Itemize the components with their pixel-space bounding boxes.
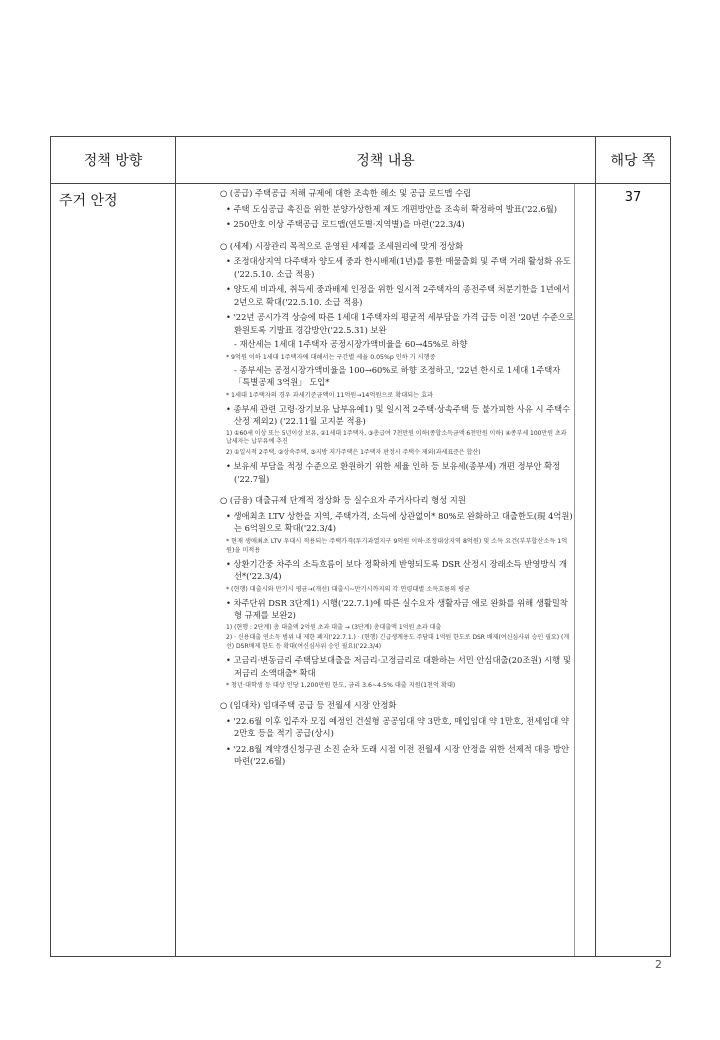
content-bul-18: • 상환기간중 차주의 소득흐름이 보다 정확하게 반영되도록 DSR 산정시 장래소득 반영방식 개선*('22.3/4) (226, 558, 568, 581)
content-bul-14: • 보유세 부담을 적정 수준으로 환원하기 위한 세율 인하 등 보유세(종부세) 개편 정부안 확정('22.7월) (226, 461, 561, 484)
content-foot-22: 2) · 신용대출 연소득 범위 내 제한 폐지('22.7.1.) · (현행) 긴급생계용도 주담대 1억원 한도로 DSR 배제(여신심사위 승인 필요) (개선) DSR배제 한도 등 확대(여신심사위 승인 필요)('22.3/4) (226, 634, 570, 650)
content-foot-12: 1) ①60세 이상 또는 5년이상 보유, ②1세대 1주택자, ③총급여 7천만원 이하(종합소득금액 6천만원 이하) ④종부세 100만원 초과 납세자는 납부유예 추진 (226, 429, 567, 445)
table-row (51, 184, 671, 957)
content-sec-0: ○ (공급) 주택공급 저해 규제에 대한 조속한 해소 및 공급 로드맵 수립 (220, 188, 472, 198)
content-note-24: * 청년·대학생 등 대상 인당 1,200만원 한도, 금리 3.6~4.5% 대출 지원(1천억 확대) (226, 682, 456, 689)
content-bul-16: • 생애최초 LTV 상한을 지역, 주택가격, 소득에 상관없이* 80%로 완화하고 대출한도(現 4억원)는 6억원으로 확대('22.3/4) (226, 510, 573, 533)
content-note-10: * 1세대 1주택자의 경우 과세기준금액이 11억원→14억원으로 확대되는 효과 (226, 391, 434, 399)
header-direction: 정책 방향 (51, 137, 176, 184)
content-bul-2: • 250만호 이상 주택공급 로드맵(연도별·지역별)을 마련('22.3/4) (226, 219, 465, 229)
content-cell (176, 184, 596, 957)
page-ref-cell: 37 (596, 184, 671, 957)
content-sec-3: ○ (세제) 시장관리 목적으로 운영된 세제를 조세원리에 맞게 정상화 (220, 240, 464, 251)
header-content: 정책 내용 (176, 137, 596, 184)
page-number: 2 (655, 958, 662, 971)
policy-content-image (216, 184, 575, 956)
content-bul-27: • '22.8월 계약갱신청구권 소진 순차 도래 시점 이전 전월세 시장 안정을 위한 선제적 대응 방안 마련('22.6월) (226, 743, 570, 766)
content-bul-11: • 종부세 관련 고령·장기보유 납부유예1) 및 일시적 2주택·상속주택 등 불가피한 사유 시 주택수 산정 제외2) ('22.11월 고지분 적용) (226, 403, 571, 426)
content-note-17: * 현재 생애최초 LTV 우대시 적용되는 주택가격(투기과열지구 9억원 이하·조정대상지역 8억원) 및 소득 요건(부부합산소득 1억원)을 미적용 (226, 537, 568, 554)
content-bul-23: • 고금리·변동금리 주택담보대출을 저금리·고정금리로 대환하는 서민 안심대출(20조원) 시행 및 저금리 소액대출* 확대 (226, 655, 571, 678)
content-dash-9: - 종부세는 공정시장가액비율을 100→60%로 하향 조정하고, '22년 한시로 1세대 1주택자 「특별공제 3억원」 도입* (234, 364, 561, 387)
category-cell: 주거 안정 (51, 184, 176, 957)
content-bul-5: • 양도세 비과세, 취득세 중과배제 인정을 위한 일시적 2주택자의 종전주택 처분기한을 1년에서 2년으로 확대('22.5.10. 소급 적용) (226, 284, 570, 307)
content-sec-15: ○ (금융) 대출규제 단계적 정상화 등 실수요자 주거사다리 형성 지원 (220, 495, 466, 505)
content-bul-1: • 주택 도심공급 촉진을 위한 분양가상한제 제도 개편방안을 조속히 확정하여 발표('22.6월) (226, 203, 558, 214)
content-bul-6: • '22년 공시가격 상승에 따른 1세대 1주택자의 평균적 세부담을 가격 급등 이전 '20년 수준으로 환원토록 기발표 경감방안('22.5.31) 보완 (226, 312, 574, 335)
policy-table (50, 136, 671, 957)
content-dash-7: - 재산세는 1세대 1주택자 공정시장가액비율을 60→45%로 하향 (234, 339, 468, 349)
header-row (51, 137, 671, 184)
content-foot-13: 2) ①일시적 2주택, ②상속주택, ③지방 저가주택은 1주택자 판정시 주택수 제외(과세표준은 합산) (226, 448, 481, 456)
content-sec-25: ○ (임대차) 임대주택 공급 등 전월세 시장 안정화 (220, 700, 397, 710)
content-bul-26: • '22.6월 이후 입주자 모집 예정인 건설형 공공임대 약 3만호, 매입임대 약 1만호, 전세임대 약 2만호 등을 적기 공급(상시) (226, 715, 569, 738)
header-page: 해당 쪽 (596, 137, 671, 184)
content-foot-21: 1) (현행 : 2단계) 총 대출액 2억원 초과 대출 → (3단계) 총대출액 1억원 초과 대출 (226, 623, 442, 631)
content-note-8: * 9억원 이하 1세대 1주택자에 대해서는 구간별 세율 0.05%p 인하 기 시행중 (226, 353, 436, 361)
content-note-19: * (현행) 대출시와 만기시 평균→(개선) 대출시~만기시까지의 각 연령대별 소득흐름의 평균 (226, 585, 471, 593)
content-bul-4: • 조정대상지역 다주택자 양도세 중과 한시배제(1년)를 통한 매물출회 및 주택 거래 활성화 유도('22.5.10. 소급 적용) (226, 256, 571, 279)
content-bul-20: • 차주단위 DSR 3단계1) 시행('22.7.1)에 따른 실수요자 생활자금 애로 완화를 위해 생활밀착형 규제를 보완2) (226, 597, 568, 620)
